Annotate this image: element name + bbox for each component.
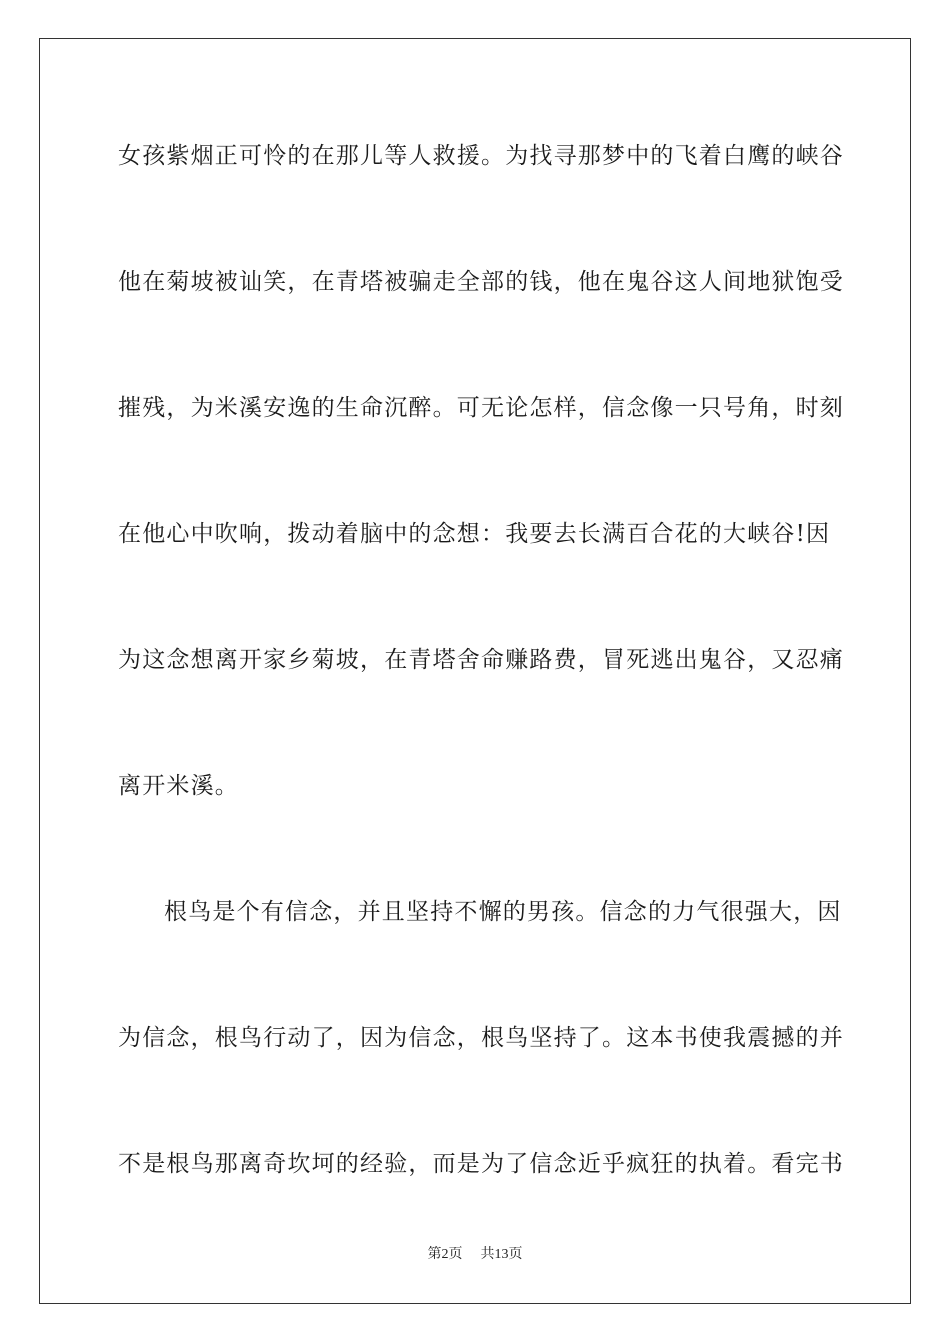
page-footer <box>0 1246 950 1264</box>
body-line-8: 为信念，根鸟行动了，因为信念，根鸟坚持了。这本书使我震撼的并 <box>118 1025 844 1051</box>
body-line-1: 女孩紫烟正可怜的在那儿等人救援。为找寻那梦中的飞着白鹰的峡谷 <box>118 143 844 169</box>
body-line-5: 为这念想离开家乡菊坡，在青塔舍命赚路费，冒死逃出鬼谷，又忍痛 <box>118 647 844 673</box>
page-total: 共13页 <box>480 1247 523 1262</box>
body-line-2: 他在菊坡被讪笑，在青塔被骗走全部的钱，他在鬼谷这人间地狱饱受 <box>118 269 844 295</box>
page-number: 第2页 <box>427 1247 463 1262</box>
body-line-6: 离开米溪。 <box>118 773 239 799</box>
body-line-7: 根鸟是个有信念，并且坚持不懈的男孩。信念的力气很强大，因 <box>164 899 842 925</box>
body-line-4: 在他心中吹响，拨动着脑中的念想：我要去长满百合花的大峡谷!因 <box>118 521 831 547</box>
body-line-3: 摧残，为米溪安逸的生命沉醉。可无论怎样，信念像一只号角，时刻 <box>118 395 844 421</box>
body-line-9: 不是根鸟那离奇坎坷的经验，而是为了信念近乎疯狂的执着。看完书 <box>118 1151 844 1177</box>
